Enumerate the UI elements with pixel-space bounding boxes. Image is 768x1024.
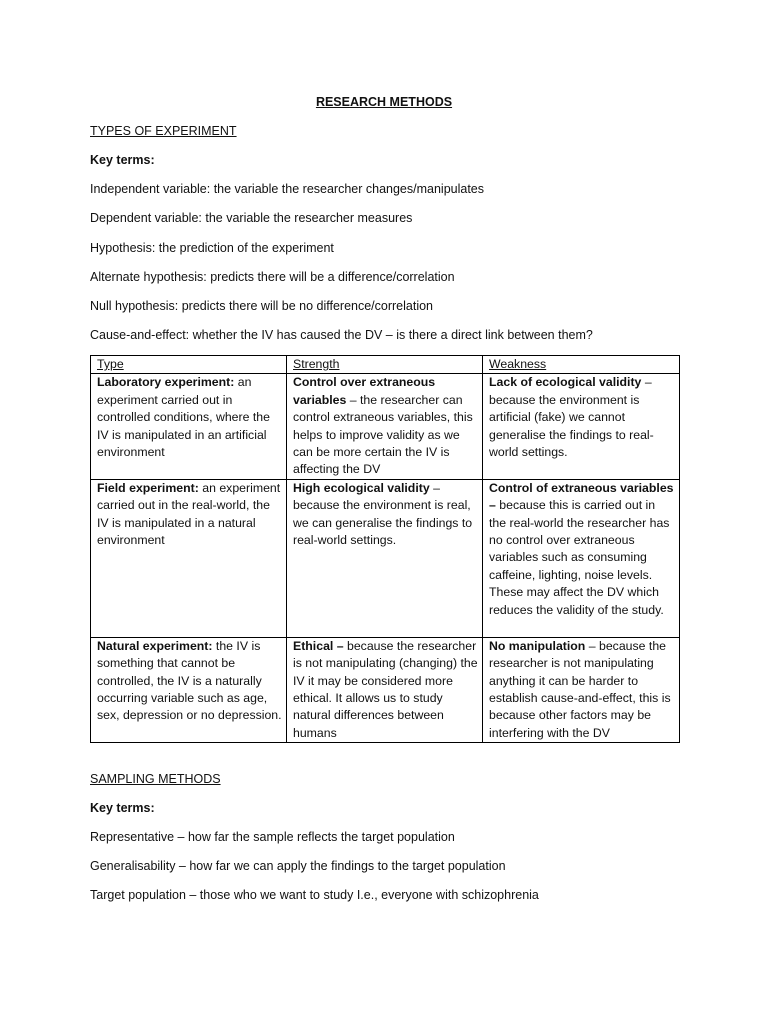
section-heading-sampling-methods: SAMPLING METHODS (90, 772, 221, 786)
cell-text: – because the researcher is not manipulating anything it can be harder to establish cause-and-effect, this is because other factors may be interfering with the DV (489, 638, 671, 740)
table-row (91, 479, 680, 637)
table-cell-weakness (483, 479, 680, 637)
table-header-strength: Strength (287, 356, 483, 374)
table-cell-type (91, 637, 287, 742)
experiment-types-table (90, 355, 680, 743)
key-terms-label: Key terms: (90, 153, 155, 167)
table-cell-strength (287, 479, 483, 637)
table-cell-type (91, 479, 287, 637)
table-header-weakness: Weakness (483, 356, 680, 374)
term-generalisability: Generalisability – how far we can apply the findings to the target population (90, 859, 506, 873)
table-row (91, 637, 680, 742)
cell-bold-text: Control over extraneous variables (293, 375, 436, 407)
table-cell-strength (287, 637, 483, 742)
section-heading-types-of-experiment: TYPES OF EXPERIMENT (90, 124, 237, 138)
cell-text: – because the environment is real, we can generalise the findings to real-world settings. (293, 480, 473, 548)
cell-bold-text: Field experiment: (97, 480, 199, 495)
term-null-hypothesis: Null hypothesis: predicts there will be no difference/correlation (90, 299, 434, 313)
cell-bold-text: No manipulation (489, 638, 586, 653)
cell-text: an experiment carried out in the real-world, the IV is manipulated in a natural environment (97, 480, 281, 548)
term-dependent-variable: Dependent variable: the variable the researcher measures (90, 211, 413, 225)
table-row (91, 374, 680, 479)
term-cause-and-effect: Cause-and-effect: whether the IV has caused the DV – is there a direct link between them? (90, 328, 593, 342)
term-alternate-hypothesis: Alternate hypothesis: predicts there will be a difference/correlation (90, 270, 455, 284)
table-header-type: Type (91, 356, 287, 374)
cell-text: – the researcher can control extraneous variables, this helps to improve validity as we can be more certain the IV is affecting the DV (293, 392, 473, 477)
key-terms-label: Key terms: (90, 801, 155, 815)
table-cell-weakness (483, 637, 680, 742)
cell-bold-text: Natural experiment: (97, 638, 213, 653)
term-target-population: Target population – those who we want to study I.e., everyone with schizophrenia (90, 888, 539, 902)
cell-bold-text: High ecological validity (293, 480, 430, 495)
table-header-row (91, 356, 680, 374)
cell-text: – because the environment is artificial (fake) we cannot generalise the findings to real-world settings. (489, 375, 654, 460)
table-cell-weakness (483, 374, 680, 479)
cell-bold-text: Lack of ecological validity (489, 375, 642, 390)
term-hypothesis: Hypothesis: the prediction of the experiment (90, 241, 334, 255)
cell-text: an experiment carried out in controlled conditions, where the IV is manipulated in an artificial environment (97, 375, 270, 460)
cell-bold-text: Control of extraneous variables – (489, 480, 674, 513)
cell-text: the IV is something that cannot be controlled, the IV is a naturally occurring variable such as age, sex, depression or no depression. (97, 638, 282, 723)
cell-text: because this is carried out in the real-world the researcher has no control over extraneous variables such as consuming caffeine, lighting, noise levels. These may affect the DV which reduces the validity of the study. (489, 498, 670, 617)
table-cell-type (91, 374, 287, 479)
term-representative: Representative – how far the sample reflects the target population (90, 830, 455, 844)
table-cell-strength (287, 374, 483, 479)
term-independent-variable: Independent variable: the variable the researcher changes/manipulates (90, 182, 485, 196)
page-title: RESEARCH METHODS (315, 95, 453, 109)
cell-bold-text: Ethical – (293, 638, 344, 653)
cell-text: because the researcher is not manipulating (changing) the IV it may be considered more ethical. It allows us to study natural differences between humans (293, 638, 478, 740)
cell-bold-text: Laboratory experiment: (97, 375, 235, 390)
